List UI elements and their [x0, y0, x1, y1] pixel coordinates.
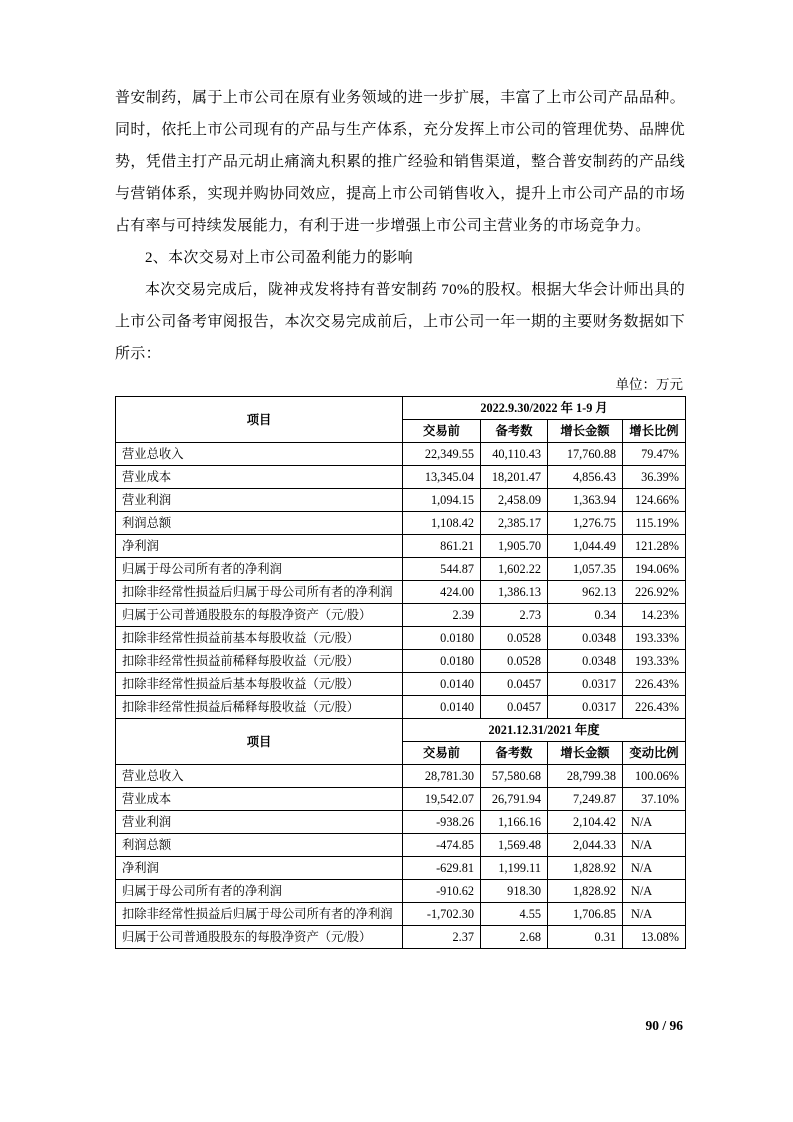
row-value: 2,044.33	[548, 834, 623, 857]
paragraph-continuation: 普安制药，属于上市公司在原有业务领域的进一步扩展，丰富了上市公司产品品种。同时，依托上市公司现有的产品与生产体系，充分发挥上市公司的管理优势、品牌优势，凭借主打产品元胡止痛滴丸积累的推广经验和销售渠道，整合普安制药的产品线与营销体系，实现并购协同效应，提高上市公司销售收入，提升上市公司产品的市场占有率与可持续发展能力，有利于进一步增强上市公司主营业务的市场竞争力。	[115, 90, 685, 234]
table-body-2022	[116, 443, 686, 719]
row-value: 115.19%	[623, 512, 686, 535]
table-row	[116, 903, 686, 926]
column-header-growth-amount: 增长金额	[548, 742, 623, 765]
row-value: 124.66%	[623, 489, 686, 512]
row-value: 121.28%	[623, 535, 686, 558]
column-header-item: 项目	[116, 719, 403, 765]
row-item-label: 营业成本	[116, 788, 403, 811]
row-value: 1,706.85	[548, 903, 623, 926]
row-value: 2,104.42	[548, 811, 623, 834]
row-value: 0.0317	[548, 673, 623, 696]
row-value: 2.37	[403, 926, 481, 949]
row-value: N/A	[623, 903, 686, 926]
row-item-label: 营业总收入	[116, 443, 403, 466]
row-value: 1,276.75	[548, 512, 623, 535]
row-value: N/A	[623, 880, 686, 903]
row-value: N/A	[623, 834, 686, 857]
row-value: 2.39	[403, 604, 481, 627]
row-value: 1,602.22	[481, 558, 548, 581]
row-value: 2.68	[481, 926, 548, 949]
row-value: 2,385.17	[481, 512, 548, 535]
row-value: 0.0528	[481, 627, 548, 650]
table-row	[116, 443, 686, 466]
row-value: 1,828.92	[548, 857, 623, 880]
row-value: 1,905.70	[481, 535, 548, 558]
row-value: 100.06%	[623, 765, 686, 788]
column-header-pre-deal: 交易前	[403, 742, 481, 765]
table-row	[116, 581, 686, 604]
row-item-label: 利润总额	[116, 512, 403, 535]
row-value: 0.0180	[403, 627, 481, 650]
row-value: -474.85	[403, 834, 481, 857]
row-item-label: 归属于公司普通股股东的每股净资产（元/股）	[116, 926, 403, 949]
table-row	[116, 512, 686, 535]
row-value: 226.43%	[623, 696, 686, 719]
column-header-proforma: 备考数	[481, 742, 548, 765]
row-value: 1,363.94	[548, 489, 623, 512]
row-value: -1,702.30	[403, 903, 481, 926]
row-value: 1,569.48	[481, 834, 548, 857]
row-value: 0.34	[548, 604, 623, 627]
row-value: 1,057.35	[548, 558, 623, 581]
row-value: 7,249.87	[548, 788, 623, 811]
row-value: 36.39%	[623, 466, 686, 489]
row-value: 861.21	[403, 535, 481, 558]
row-value: 1,386.13	[481, 581, 548, 604]
row-value: 19,542.07	[403, 788, 481, 811]
table-row	[116, 926, 686, 949]
row-value: 13,345.04	[403, 466, 481, 489]
period-header-2021: 2021.12.31/2021 年度	[403, 719, 686, 742]
row-value: -938.26	[403, 811, 481, 834]
row-value: 79.47%	[623, 443, 686, 466]
row-value: 0.0457	[481, 696, 548, 719]
row-value: 22,349.55	[403, 443, 481, 466]
row-item-label: 营业成本	[116, 466, 403, 489]
row-value: 1,094.15	[403, 489, 481, 512]
row-value: -629.81	[403, 857, 481, 880]
row-value: 0.0140	[403, 673, 481, 696]
row-value: 18,201.47	[481, 466, 548, 489]
row-value: 226.43%	[623, 673, 686, 696]
column-header-growth-amount: 增长金额	[548, 420, 623, 443]
row-value: 424.00	[403, 581, 481, 604]
row-value: 0.0348	[548, 650, 623, 673]
row-value: 544.87	[403, 558, 481, 581]
table-row	[116, 627, 686, 650]
financial-table-2021	[115, 718, 686, 949]
row-value: 14.23%	[623, 604, 686, 627]
row-item-label: 净利润	[116, 535, 403, 558]
row-value: 17,760.88	[548, 443, 623, 466]
row-item-label: 营业利润	[116, 489, 403, 512]
row-value: 0.0140	[403, 696, 481, 719]
row-value: 0.0528	[481, 650, 548, 673]
row-value: 1,044.49	[548, 535, 623, 558]
row-value: 226.92%	[623, 581, 686, 604]
row-item-label: 扣除非经常性损益后稀释每股收益（元/股）	[116, 696, 403, 719]
row-value: 1,108.42	[403, 512, 481, 535]
row-value: 2.73	[481, 604, 548, 627]
table-row	[116, 880, 686, 903]
financial-table-2022	[115, 396, 686, 719]
row-item-label: 扣除非经常性损益后基本每股收益（元/股）	[116, 673, 403, 696]
row-value: 57,580.68	[481, 765, 548, 788]
row-value: 0.0457	[481, 673, 548, 696]
period-header-2022: 2022.9.30/2022 年 1-9 月	[403, 397, 686, 420]
section-heading: 2、本次交易对上市公司盈利能力的影响	[145, 250, 413, 266]
table-row	[116, 857, 686, 880]
column-header-change-ratio: 变动比例	[623, 742, 686, 765]
row-value: 37.10%	[623, 788, 686, 811]
row-value: 26,791.94	[481, 788, 548, 811]
table-row	[116, 650, 686, 673]
row-value: 0.0348	[548, 627, 623, 650]
table-row	[116, 535, 686, 558]
column-header-growth-ratio: 增长比例	[623, 420, 686, 443]
row-value: 4.55	[481, 903, 548, 926]
table-row	[116, 765, 686, 788]
row-value: 2,458.09	[481, 489, 548, 512]
row-item-label: 扣除非经常性损益前基本每股收益（元/股）	[116, 627, 403, 650]
row-value: 1,828.92	[548, 880, 623, 903]
row-value: 28,781.30	[403, 765, 481, 788]
table-row	[116, 811, 686, 834]
row-item-label: 归属于母公司所有者的净利润	[116, 558, 403, 581]
table-row	[116, 834, 686, 857]
row-value: -910.62	[403, 880, 481, 903]
row-item-label: 归属于母公司所有者的净利润	[116, 880, 403, 903]
row-item-label: 扣除非经常性损益后归属于母公司所有者的净利润	[116, 903, 403, 926]
table-body-2021	[116, 765, 686, 949]
table-row	[116, 558, 686, 581]
row-value: 13.08%	[623, 926, 686, 949]
row-item-label: 扣除非经常性损益前稀释每股收益（元/股）	[116, 650, 403, 673]
row-value: 962.13	[548, 581, 623, 604]
table-row	[116, 788, 686, 811]
row-value: 0.0317	[548, 696, 623, 719]
row-value: 0.31	[548, 926, 623, 949]
table-row	[116, 604, 686, 627]
row-value: 1,199.11	[481, 857, 548, 880]
paragraph-intro: 本次交易完成后，陇神戎发将持有普安制药 70%的股权。根据大华会计师出具的上市公司备考审阅报告，本次交易完成前后，上市公司一年一期的主要财务数据如下所示：	[115, 282, 685, 362]
row-value: 40,110.43	[481, 443, 548, 466]
row-value: N/A	[623, 811, 686, 834]
unit-label: 单位：万元	[615, 377, 683, 392]
column-header-item: 项目	[116, 397, 403, 443]
row-value: 4,856.43	[548, 466, 623, 489]
table-header-row	[116, 719, 686, 742]
table-row	[116, 673, 686, 696]
row-value: 194.06%	[623, 558, 686, 581]
row-item-label: 归属于公司普通股股东的每股净资产（元/股）	[116, 604, 403, 627]
row-value: 918.30	[481, 880, 548, 903]
table-row	[116, 466, 686, 489]
row-value: 193.33%	[623, 650, 686, 673]
table-header-row	[116, 397, 686, 420]
row-item-label: 利润总额	[116, 834, 403, 857]
row-item-label: 扣除非经常性损益后归属于母公司所有者的净利润	[116, 581, 403, 604]
row-value: 193.33%	[623, 627, 686, 650]
row-item-label: 营业总收入	[116, 765, 403, 788]
row-item-label: 营业利润	[116, 811, 403, 834]
row-value: N/A	[623, 857, 686, 880]
table-row	[116, 489, 686, 512]
row-value: 28,799.38	[548, 765, 623, 788]
row-value: 0.0180	[403, 650, 481, 673]
table-row	[116, 696, 686, 719]
row-item-label: 净利润	[116, 857, 403, 880]
page-number: 90 / 96	[645, 1018, 683, 1033]
column-header-proforma: 备考数	[481, 420, 548, 443]
row-value: 1,166.16	[481, 811, 548, 834]
column-header-pre-deal: 交易前	[403, 420, 481, 443]
